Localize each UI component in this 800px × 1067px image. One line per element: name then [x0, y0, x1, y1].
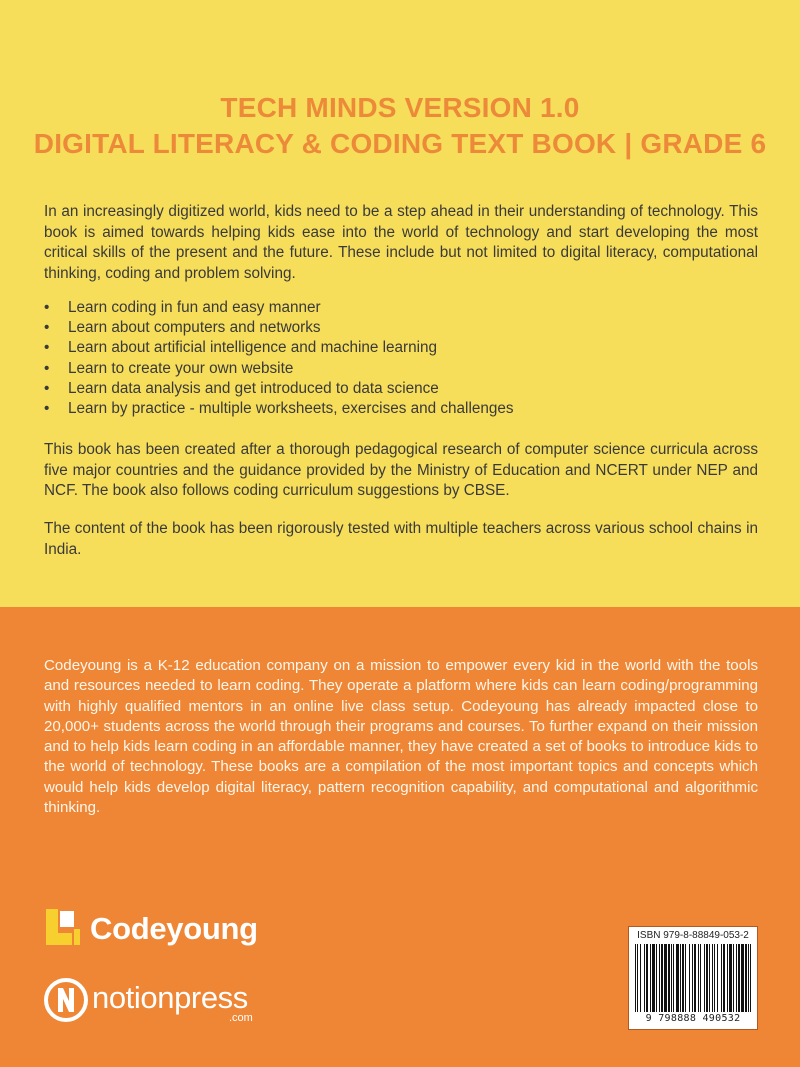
- about-codeyoung-paragraph: Codeyoung is a K-12 education company on a mission to empower every kid in the world with the tools and resources needed to learn coding. They operate a platform where kids can learn coding/programming with highly qualified mentors in an online live class setup. Codeyoung has already impacted close to 20,000+ students across the world through their programs and courses. To further expand on their mission and to help kids learn coding in an affordable manner, they have created a set of books to introduce kids to the world of technology. These books are a compilation of the most important topics and concepts which would help kids develop digital literacy, pattern recognition capability, and computational and algorithmic thinking.: [44, 657, 758, 817]
- notionpress-mark-icon: [44, 978, 88, 1022]
- barcode-bar: [745, 944, 747, 1012]
- barcode-bar: [741, 944, 744, 1012]
- feature-item: • Learn about computers and networks: [44, 318, 758, 338]
- feature-item: • Learn coding in fun and easy manner: [44, 298, 758, 318]
- feature-item: • Learn to create your own website: [44, 359, 758, 379]
- isbn-barcode: [628, 926, 758, 1030]
- barcode-bar: [692, 944, 693, 1012]
- barcode-bar: [652, 944, 655, 1012]
- barcode-bar: [704, 944, 705, 1012]
- barcode-bar: [694, 944, 696, 1012]
- barcode-bar: [723, 944, 725, 1012]
- barcode-bar: [748, 944, 749, 1012]
- title-line-1: TECH MINDS VERSION 1.0: [220, 92, 580, 123]
- notionpress-logo: [44, 978, 284, 1028]
- codeyoung-logo: [44, 905, 284, 951]
- barcode-bar: [664, 944, 667, 1012]
- barcode-bar: [650, 944, 651, 1012]
- barcode-bar: [676, 944, 679, 1012]
- barcode-bar: [721, 944, 722, 1012]
- isbn-label: ISBN 979-8-88849-053-2: [637, 930, 749, 941]
- feature-item: • Learn about artificial intelligence and machine learning: [44, 338, 758, 358]
- ean-digits: 9 798888 490532: [645, 1013, 741, 1024]
- feature-item: • Learn data analysis and get introduced to data science: [44, 379, 758, 399]
- barcode-bar: [661, 944, 663, 1012]
- barcode-bars: [635, 944, 751, 1012]
- barcode-bar: [659, 944, 660, 1012]
- barcode-bar: [637, 944, 638, 1012]
- barcode-bar: [750, 944, 751, 1012]
- research-paragraph: This book has been created after a thorough pedagogical research of computer science curricula across five major countries and the guidance provided by the Ministry of Education and NCERT under NEP and NCF. The book also follows coding curriculum suggestions by CBSE.: [44, 441, 758, 499]
- barcode-bar: [668, 944, 670, 1012]
- barcode-bar: [709, 944, 710, 1012]
- barcode-bar: [729, 944, 732, 1012]
- codeyoung-wordmark: Codeyoung: [90, 911, 258, 946]
- title-line-2: DIGITAL LITERACY & CODING TEXT BOOK | GRADE 6: [33, 128, 767, 159]
- barcode-bar: [698, 944, 699, 1012]
- barcode-bar: [706, 944, 708, 1012]
- barcode-bar: [727, 944, 728, 1012]
- book-title: [0, 90, 800, 162]
- testing-paragraph: The content of the book has been rigorously tested with multiple teachers across various school chains in India.: [44, 520, 758, 558]
- barcode-bar: [736, 944, 737, 1012]
- feature-list: [44, 298, 758, 419]
- barcode-bar: [714, 944, 715, 1012]
- barcode-bar: [717, 944, 718, 1012]
- notionpress-wordmark: notionpress: [92, 980, 248, 1015]
- barcode-bar: [640, 944, 641, 1012]
- barcode-bar: [644, 944, 645, 1012]
- barcode-bar: [712, 944, 713, 1012]
- barcode-bar: [646, 944, 648, 1012]
- barcode-bar: [656, 944, 657, 1012]
- barcode-bar: [733, 944, 734, 1012]
- barcode-bar: [682, 944, 684, 1012]
- barcode-bar: [680, 944, 681, 1012]
- barcode-bar: [671, 944, 672, 1012]
- intro-paragraph: In an increasingly digitized world, kids need to be a step ahead in their understanding of technology. This book is aimed towards helping kids ease into the world of technology and start developing the most critical skills of the present and the future. These include but not limited to digital literacy, computational thinking, coding and problem solving.: [44, 203, 758, 282]
- barcode-bar: [673, 944, 674, 1012]
- barcode-bar: [635, 944, 636, 1012]
- codeyoung-mark-icon: [44, 907, 82, 947]
- notionpress-suffix: .com: [229, 1012, 253, 1024]
- barcode-bar: [700, 944, 701, 1012]
- barcode-bar: [738, 944, 740, 1012]
- barcode-bar: [685, 944, 686, 1012]
- barcode-bar: [689, 944, 690, 1012]
- feature-item: • Learn by practice - multiple worksheets, exercises and challenges: [44, 399, 758, 419]
